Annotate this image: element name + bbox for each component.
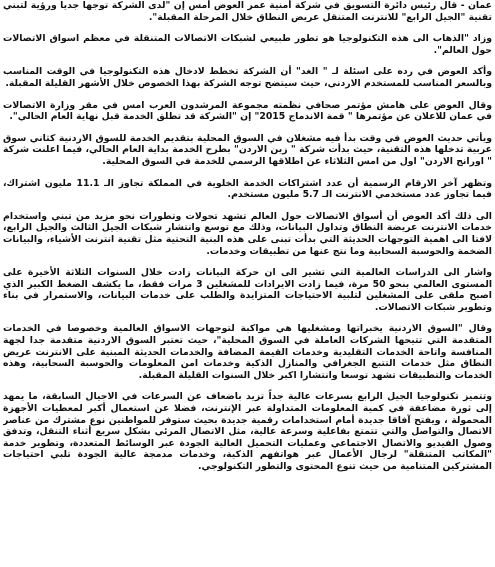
news-article-body [3, 0, 492, 567]
article-paragraph-5: ويأتي حديث العوض في وقت بدأ فيه مشغلان في السوق المحلية بتقديم الخدمة للسوق الاردنية كثاني سوق عربية تدخلها هذه التقنية، حيث بدأت شركة " زين الاردن" بطرح الخدمة بداية العام الحالي، فيما اعلنت شركة " اورانج الاردن" اول من امس الثلاثاء عن اطلاقها الرسمي للخدمة في السوق المحلية. [3, 132, 492, 167]
article-paragraph-2: وزاد "الذهاب الى هذه التكنولوجيا هو تطور طبيعي لشبكات الاتصالات المتنقلة في معظم اسواق الاتصالات حول العالم". [3, 33, 492, 56]
article-paragraph-6: وتظهر آخر الارقام الرسمية أن عدد اشتراكات الخدمة الخلوية في المملكة تجاوز الـ 11.1 مليون اشتراك، فيما تجاوز عدد مستخدمي الانترنت الـ 5.7 مليون مستخدم. [3, 177, 492, 201]
article-paragraph-7: الى ذلك أكد العوض أن أسواق الاتصالات حول العالم تشهد تحولات وتطورات نحو مزيد من تبني واستخدام خدمات الانترنت عريضة النطاق وتداول البيانات، وذلك مع توسع وانتشار شبكات الجيل الثالث والجيل الرابع، لافتا الى اهمية التوجهات الحديثة التي بدأت تبنى على هذه البنية التحتية مثل تقنية انترنت الأشياء، والبيانات الضخمة والحوسبة السحابية وما نتج عنها من تطبيقات وخدمات. [3, 210, 492, 257]
article-paragraph-9: وقال "السوق الاردنية يخبراتها ومشغليها هي مواكبة لتوجهات الاسواق العالمية وخصوصا في الخدمات المتقدمة التي تتيحها الشركات العاملة في السوق المحلية"، حيث تعتبر السوق الاردنية متقدمة جدا لجهة المنافسة واتاحة الخدمات التقليدية وخدمات القيمة المضافة والخدمات الحديثة المبنية على الانترنت عريض النطاق مثل خدمات التتبع الجغرافي والمنازل الذكية وخدمات امن المعلومات والحوسبة السحابية، وهذه الخدمات والتطبيقات تشهد توسعا وانتشارا اكبر خلال السنوات القليلة المقبلة. [3, 323, 492, 381]
article-paragraph-1: عمان - قال رئيس دائرة التسويق في شركة أمنية عمر العوض أمس إن "لدى الشركة توجها جديا ورؤية لتبني تقنية "الجيل الرابع" للانترنت المتنقل عريض النطاق خلال المرحلة المقبلة". [3, 0, 492, 23]
article-paragraph-4: وقال العوض على هامش مؤتمر صحافي نظمته مجموعة المرشدون العرب امس في مقر وزارة الاتصالات في عمان للاعلان عن مؤتمرها " قمة الاندماج 2015" إن "الشركة قد تطلق الخدمة قبل نهاية العام الحالي". [3, 99, 492, 123]
article-paragraph-8: واشار الى الدراسات العالمية التي تشير الى ان حركة البيانات زادت خلال السنوات الثلاثة الأخيرة على المستوى العالمي بنحو 50 مرة، فيما زادت الايرادات للمشغلين 3 مرات فقط، ما يكشف الضغط الكبير الذي اصبح ملقى على المشغلين لتلبية الاحتياجات المتزايدة والطلب على خدمات البيانات، والاستمرار في بناء وتطوير شبكات الاتصالات. [3, 267, 492, 313]
article-paragraph-3: وأكد العوض في رده على اسئلة لـ " الغد" أن الشركة تخطط لادخال هذه التكنولوجيا في الوقت المناسب وبالسعر المناسب للمستخدم الاردني، حيث سيتضح توجه الشركة بهذا الخصوص خلال الأشهر القليلة المقبلة. [3, 66, 492, 89]
article-paragraph-10: وتتميز تكنولوجيا الجيل الرابع بسرعات عالية جداً تزيد باضعاف عن السرعات في الاجيال السابقة، ما يمهد إلى ثورة مضاعفة في كمية المعلومات المتداولة عبر الإنترنت، فضلا عن استعمال أكبر لمعطيات الأجهزة المحمولة ، ويفتح آفاقا جديدة أمام استخدامات رقمية جديدة بحيث ستوفر للمواطنين نوع مشترك من عناصر الاتصال والتواصل والتي تتمتع بفاعلية وسرعة عالية، مثل الاتصال المرئي بشكل سريع أثناء التنقل، وتدفق وصول الفيديو والاتصال الاجتماعي وعمليات التحميل العالية الجودة عبر الوسائط المتعددة، وتطوير خدمة "المكاتب المتنقلة" لرجال الأعمال عبر هواتفهم الذكية، وخدمات مدمجة عالية الجودة تلبي احتياجات المشتركين المتنامية من حيث تنوع المحتوى والتطور التكنولوجي. [3, 391, 492, 472]
